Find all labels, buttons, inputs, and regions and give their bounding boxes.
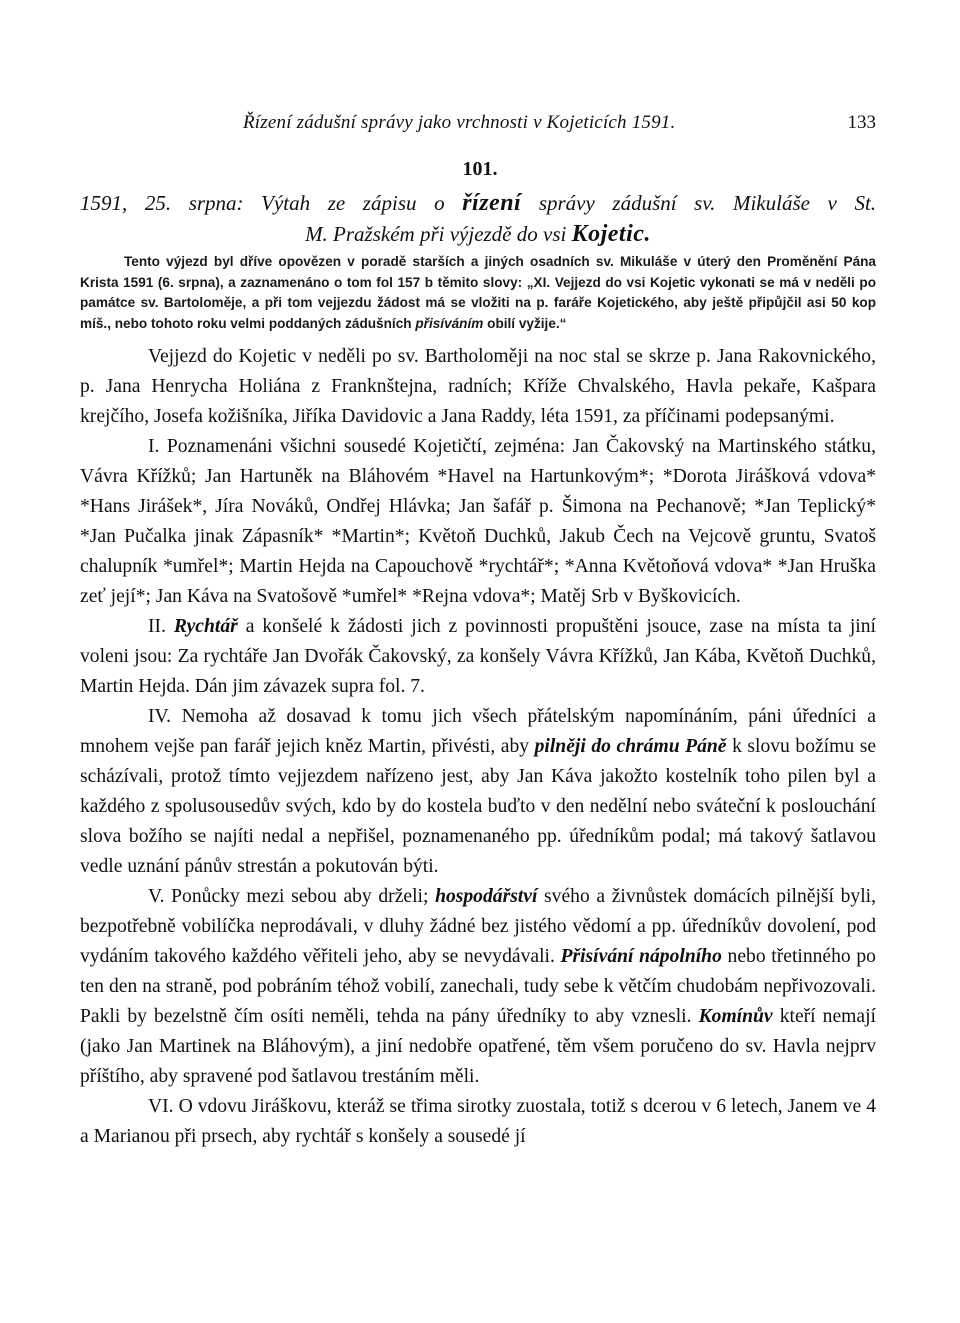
note-text-2: obilí vyžije.“: [487, 315, 567, 331]
paragraph-i-numeral: I.: [148, 436, 160, 457]
paragraph-v-emphasis-1: hospodářství: [435, 886, 538, 907]
paragraph-v-text-2: svého a živnůstek domácích pilnější byli, bezpotřebně vobilíčka neprodávali, v dluhy žádné bez jistého vědomí a pp. úředníkův dovolení, pod vydáním takového každého věřiteli jeho, aby se nevydávali.: [80, 886, 876, 967]
page-number: 133: [847, 112, 876, 133]
paragraph-i: [80, 432, 876, 612]
paragraph-intro-text: Vejjezd do Kojetic v neděli po sv. Bartholoměji na noc stal se skrze p. Jana Rakovnického, p. Jana Henrycha Holiána z Franknštejna, radních; Kříže Chvalského, Havla pekaře, Kašpara krejčího, Josefa kožišníka, Jiříka Davidovic a Jana Raddy, léta 1591, za příčinami podepsanými.: [80, 346, 876, 427]
running-head-title: Řízení zádušní správy jako vrchnosti v Kojeticích 1591.: [243, 112, 676, 133]
paragraph-ii-numeral: II.: [148, 616, 166, 637]
heading-date: 1591, 25. srpna:: [80, 191, 244, 215]
note-emphasis: přisíváním: [415, 315, 484, 331]
paragraph-v: [80, 882, 876, 1092]
paragraph-v-text-1: V. Ponůcky mezi sebou aby drželi;: [148, 886, 429, 907]
heading-place: Kojetic.: [571, 221, 651, 247]
paragraph-v-text-3: nebo třetinného po ten den na straně, pod pobráním téhož vobilí, zanechali, tudy sebe k větčím chudobám nepřivozovali. Pakli by bezelstně čím osíti neměli, tehda na pány úředníky to aby vznesli.: [80, 946, 876, 1027]
paragraph-vi: [80, 1092, 876, 1152]
paragraph-iv: [80, 702, 876, 882]
paragraph-ii-text: a konšelé k žádosti jich z povinnosti propuštěni jsouce, zase na místa ta jiní voleni jsou: Za rychtáře Jan Dvořák Čakovský, za konšely Vávra Křížků, Jan Kába, Květoň Duchků, Martin Hejda. Dán jim závazek supra fol. 7.: [80, 616, 876, 697]
paragraph-iv-text-1: IV. Nemoha až dosavad k tomu jich všech přátelským napomínáním, páni úředníci a mnohem vejše pan farář jejich kněz Martin, přivésti, aby: [80, 706, 876, 757]
heading-part-3: M. Pražském při výjezdě do vsi: [305, 222, 567, 246]
document-heading: [80, 188, 876, 250]
paragraph-v-text-4: kteří nemají (jako Jan Martinek na Bláhovým), a jiní nedobře opatřené, těm všem poručeno do sv. Havla nejprv příštího, aby spravené pod šatlavou trestáním měli.: [80, 1006, 876, 1087]
paragraph-ii: [80, 612, 876, 702]
paragraph-ii-emphasis: Rychtář: [173, 616, 238, 637]
paragraph-vi-text: VI. O vdovu Jiráškovu, kteráž se třima sirotky zuostala, totiž s dcerou v 6 letech, Janem ve 4 a Marianou při prsech, aby rychtář s konšely a sousedé jí: [80, 1096, 876, 1147]
paragraph-v-emphasis-3: Komínův: [698, 1006, 773, 1027]
paragraph-intro: [80, 342, 876, 432]
heading-line-1: [80, 188, 876, 219]
paragraph-v-emphasis-2: Přisívání nápolního: [560, 946, 722, 967]
document-number: 101.: [462, 158, 498, 180]
heading-part-1: Výtah ze zápisu o: [261, 191, 445, 215]
paragraph-i-text: Poznamenáni všichni sousedé Kojetičtí, zejména: Jan Čakovský na Martinského státku, Vávra Křížků; Jan Hartuněk na Bláhovém *Havel na Hartunkovým*; *Dorota Jirášková vdova* *Hans Jirášek*, Jíra Nováků, Ondřej Hlávka; Jan šafář p. Šimona na Pechanově; *Jan Teplický* *Jan Pučalka jinak Zápasník* *Martin*; Květoň Duchků, Jakub Čech na Vejcově gruntu, Svatoš chalupník *umřel*; Martin Hejda na Capouchově *rychtář*; *Anna Květoňová vdova* *Jan Hruška zeť její*; Jan Káva na Svatošově *umřel* *Rejna vdova*; Matěj Srb v Byškovicích.: [80, 436, 876, 607]
main-text: [80, 342, 876, 1152]
paragraph-iv-emphasis: pilněji do chrámu Páně: [534, 736, 727, 757]
heading-part-2: správy zádušní sv. Mikuláše v St.: [538, 191, 877, 215]
heading-line-2: [80, 219, 876, 250]
heading-bold-word: řízení: [462, 190, 522, 216]
running-head: [80, 112, 876, 138]
note-text-1: Tento výjezd byl dříve opovězen v poradě starších a jiných osadních sv. Mikuláše v úterý den Proměnění Pána Krista 1591 (6. srpna), a zaznamenáno o tom fol 157 b těmito slovy: „XI. Vejjezd do vsi Kojetic vykonati se má v neděli po památce sv. Bartoloměje, a při tom vejjezdu žádost má se vložiti na p. faráře Kojetického, aby ještě připůjčil asi 50 kop míš., nebo tohoto roku velmi poddaných zádušních: [80, 254, 876, 331]
preliminary-note: [80, 252, 876, 334]
paragraph-iv-text-2: k slovu božímu se scházívali, protož tímto vejjezdem nařízeno jest, aby Jan Káva jakožto kostelník toho pilen byl a každého z spolusousedův svých, kdo by do kostela buďto v den nedělní nebo sváteční k poslouchání slova božího se najíti nedal a nepřišel, poznamenaného pp. úředníkům podal; má takový šatlavou vedle uznání pánův strestán a pokutován býti.: [80, 736, 877, 877]
